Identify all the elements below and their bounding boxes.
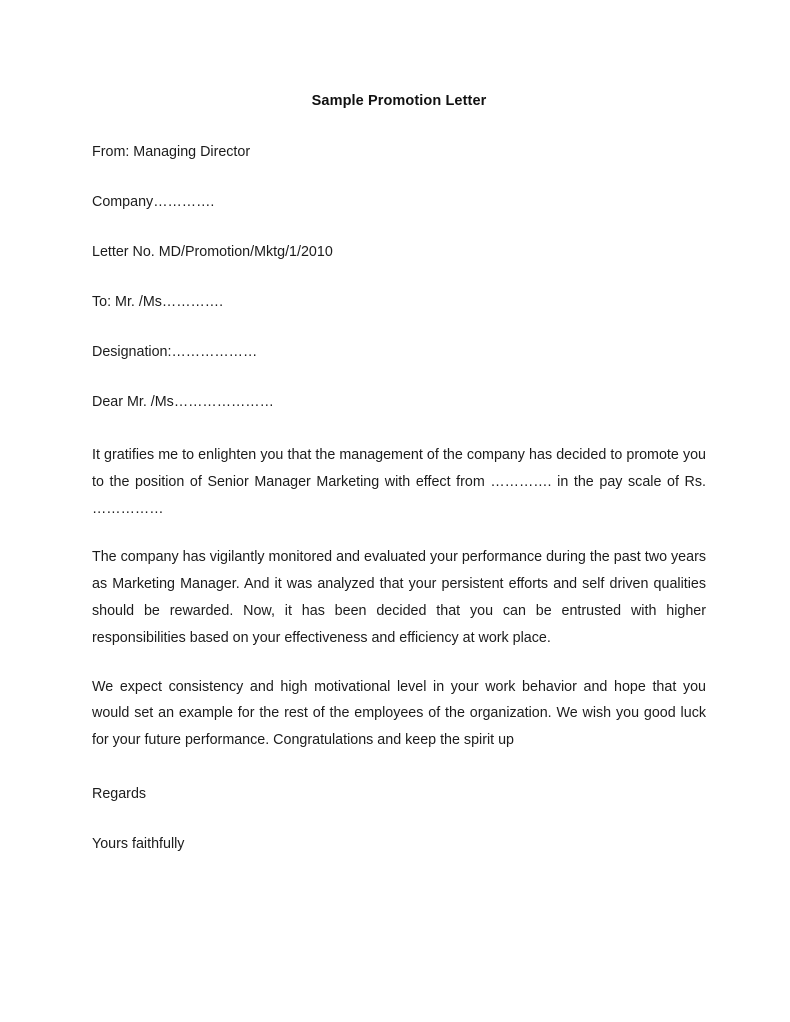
paragraph-expectations-and-wishes: We expect consistency and high motivational level in your work behavior and hope that you would set an example for the rest of the employees of the organization. We wish you good luck for your future performance. Congratulations and keep the spirit up — [92, 678, 706, 749]
closing-signoff: Yours faithfully — [92, 835, 185, 852]
paragraph-promotion-announcement: It gratifies me to enlighten you that the management of the company has decided to promote you to the position of Senior Manager Marketing with effect from …………. in the pay scale of Rs. …………… — [92, 447, 706, 517]
closing-regards: Regards — [92, 785, 147, 802]
page-title: Sample Promotion Letter — [311, 93, 487, 109]
header-line-recipient: To: Mr. /Ms…………. — [92, 294, 224, 310]
letter-content — [92, 0, 706, 854]
header-line-designation: Designation:……………… — [92, 344, 258, 360]
header-line-from: From: Managing Director — [92, 144, 251, 160]
header-line-salutation: Dear Mr. /Ms………………… — [92, 394, 274, 410]
header-line-letter-number: Letter No. MD/Promotion/Mktg/1/2010 — [92, 244, 333, 260]
letter-header-block — [92, 142, 706, 412]
header-line-company: Company…………. — [92, 194, 215, 210]
paragraph-performance-review: The company has vigilantly monitored and evaluated your performance during the past two years as Marketing Manager. And it was analyzed that your persistent efforts and self driven qualities should be rewarded. Now, it has been decided that you can be entrusted with higher responsibilities based on your effectiveness and efficiency at work place. — [92, 549, 706, 646]
